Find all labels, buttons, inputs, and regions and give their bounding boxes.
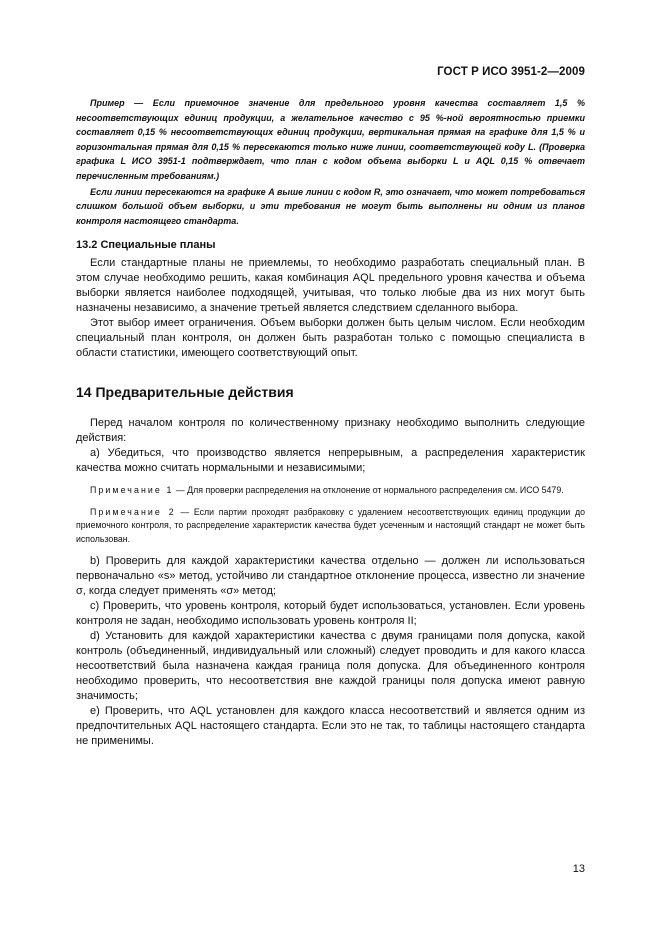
- example-note-paragraph: Если линии пересекаются на графике A выше линии с кодом R, это означает, что может потребоваться слишком большой объем выборки, и эти требования не могут быть выполнены ни одним из планов контроля настоящего стандарта.: [76, 186, 585, 226]
- note-label: Примечание 2: [90, 506, 176, 517]
- page-content: [76, 96, 585, 749]
- standard-header: ГОСТ Р ИСО 3951-2—2009: [437, 66, 585, 78]
- body-paragraph: Этот выбор имеет ограничения. Объем выборки должен быть целым числом. Если необходим специальный план контроля, он должен быть разработан только с помощью специалиста в области статистики, имеющего соответствующий опыт.: [76, 317, 585, 360]
- list-item: e) Проверить, что AQL установлен для каждого класса несоответствий и является одним из предпочтительных AQL настоящего стандарта. Если это не так, то таблицы настоящего стандарта не применимы.: [76, 705, 585, 748]
- note-text: — Если партии проходят разбраковку с удалением несоответствующих единиц продукции до приемочного контроля, то распределение характеристик качества будет усеченным и настоящий стандарт не может быть использован.: [76, 506, 585, 544]
- list-item: а) Убедиться, что производство является непрерывным, а распределения характеристик качества можно считать нормальными и независимыми;: [76, 447, 585, 475]
- list-item: c) Проверить, что уровень контроля, который будет использоваться, установлен. Если уровень контроля не задан, необходимо использовать уровень контроля II;: [76, 600, 585, 628]
- body-paragraph: Если стандартные планы не приемлемы, то необходимо разработать специальный план. В этом случае необходимо решить, какая комбинация AQL предельного уровня качества и объема выборки является наиболее подходящей, учитывая, что только любые два из них могут быть назначены независимо, а значение третьей является следствием сделанного выбора.: [76, 257, 585, 315]
- note-label: Примечание 1: [90, 485, 174, 496]
- subsection-title: 13.2 Специальные планы: [76, 239, 216, 252]
- section-title: 14 Предварительные действия: [76, 384, 294, 401]
- example-paragraph: Пример — Если приемочное значение для предельного уровня качества составляет 1,5 % несоответствующих единиц продукции, а желательное качество с 95 %-ной вероятностью приемки составляет 0,15 % несоответствующих единиц продукции, вертикальная прямая на графике для 1,5 % и горизонтальная прямая для 0,15 % пересекаются только ниже линии, соответствующей коду L. (Проверка графика L ИСО 3951-1 подтверждает, что план с кодом объема выборки L и AQL 0,15 % отвечает перечисленным требованиям.): [76, 98, 585, 181]
- note-paragraph: [76, 484, 585, 498]
- list-item: b) Проверить для каждой характеристики качества отдельно — должен ли использоваться первоначально «s» метод, устойчиво ли стандартное отклонение процесса, известно ли значение σ, когда следует применять «σ» метод;: [76, 555, 585, 598]
- note-paragraph: [76, 506, 585, 547]
- body-paragraph: Перед началом контроля по количественному признаку необходимо выполнить следующие действия:: [76, 417, 585, 445]
- list-item: d) Установить для каждой характеристики качества с двумя границами поля допуска, какой контроль (объединенный, индивидуальный или сложный) следует проводить и для какого класса несоответствий была назначена каждая граница поля допуска. Для объединенного контроля необходимо проверить, что несоответствия вне каждой границы поля допуска имеют равную значимость;: [76, 630, 585, 703]
- page-number: 13: [572, 863, 585, 875]
- note-text: — Для проверки распределения на отклонение от нормального распределения см. ИСО 5479.: [173, 485, 564, 496]
